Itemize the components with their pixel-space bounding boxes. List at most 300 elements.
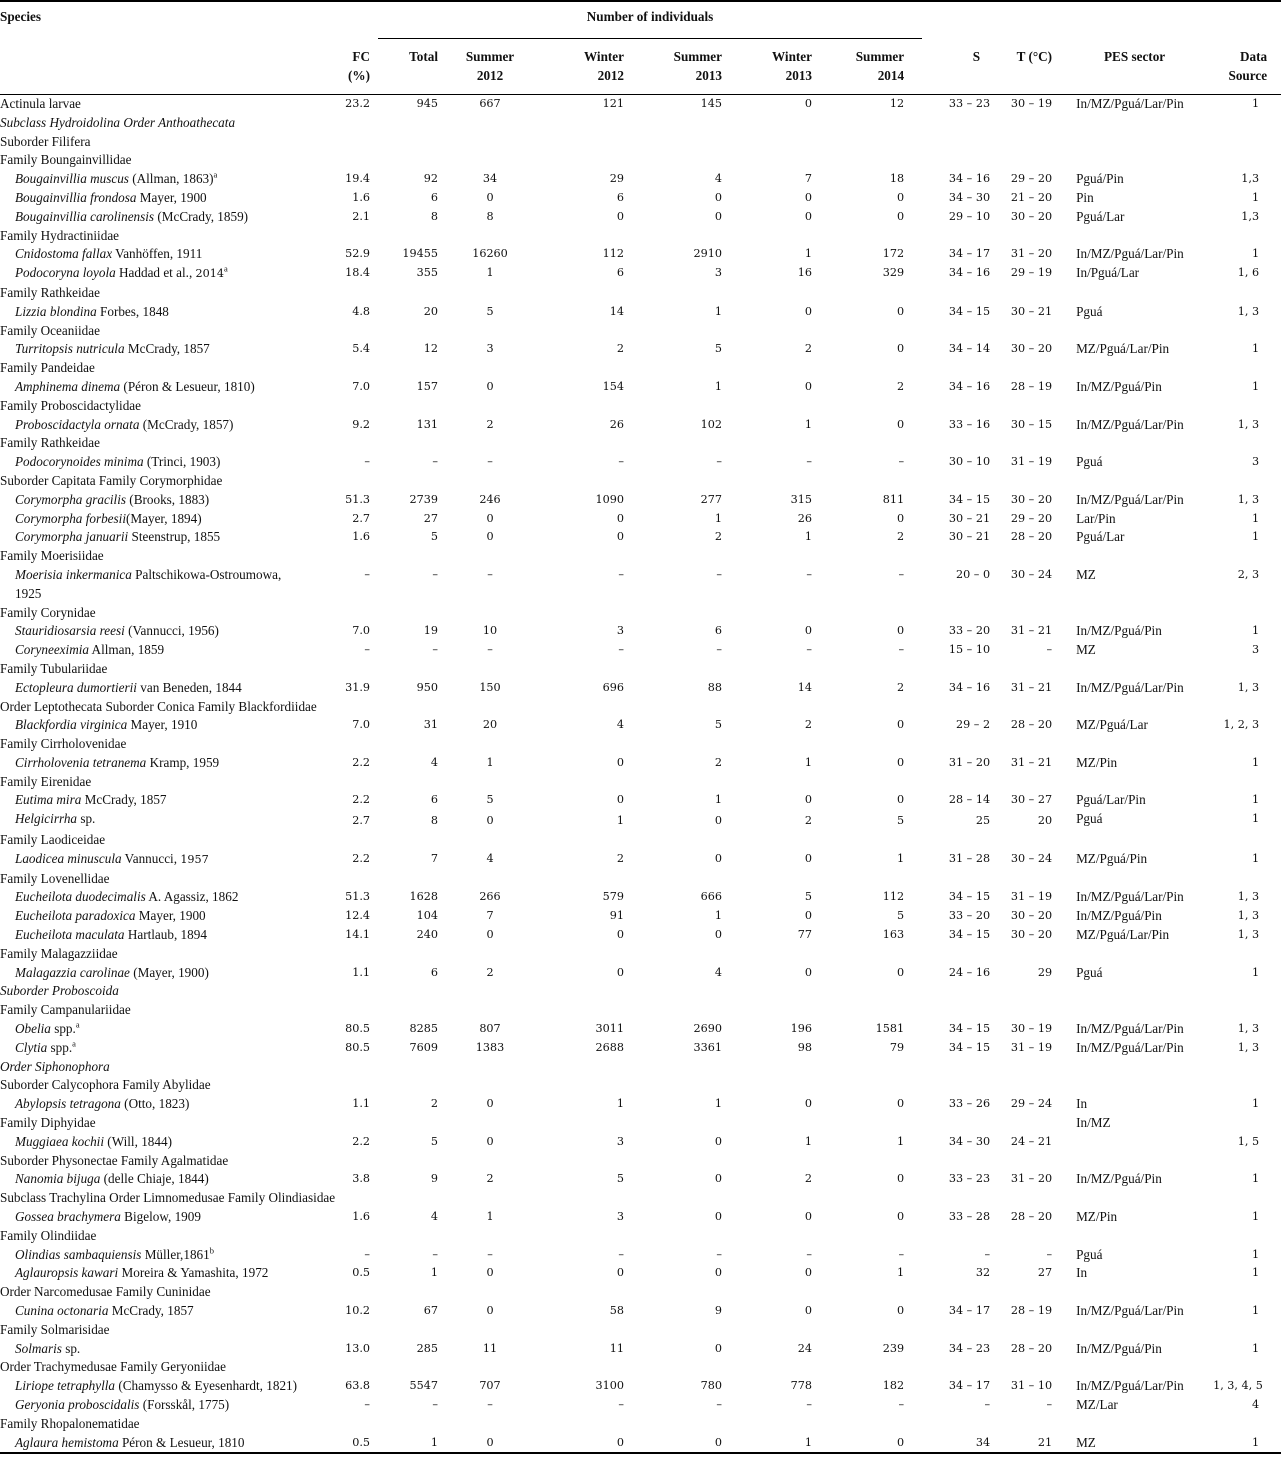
fc-cell: 63.8 bbox=[345, 1379, 370, 1393]
species-authority: A. Agassiz, 1862 bbox=[145, 889, 239, 905]
species-name-cell bbox=[0, 1340, 330, 1359]
species-name-cell bbox=[0, 378, 330, 397]
s12-cell: 20 bbox=[482, 718, 498, 732]
taxon-group-row bbox=[0, 133, 1281, 152]
fc-cell: 14.1 bbox=[345, 928, 370, 942]
s12-cell: – bbox=[487, 455, 493, 469]
t-cell: 29 – 20 bbox=[1010, 511, 1053, 525]
species-binomial: Bougainvillia frondosa bbox=[15, 189, 137, 205]
data-source-cell: 1 bbox=[1251, 1341, 1260, 1355]
s12-cell: 11 bbox=[482, 1341, 498, 1355]
w12-cell: – bbox=[618, 455, 624, 469]
data-source-cell: 1 bbox=[1251, 1097, 1260, 1111]
species-row bbox=[0, 416, 1281, 435]
w12-cell: 3 bbox=[616, 1210, 624, 1224]
w13-cell: – bbox=[806, 1247, 812, 1261]
species-name-cell bbox=[0, 566, 330, 604]
species-binomial: Cirrholovenia tetranema bbox=[15, 754, 147, 770]
species-authority: Paltschikowa-Ostroumowa, bbox=[131, 566, 282, 582]
species-binomial: Eutima mira bbox=[15, 792, 82, 808]
species-binomial: Eucheilota duodecimalis bbox=[15, 889, 146, 905]
s-cell: 30 – 21 bbox=[948, 511, 991, 525]
pes-sector-cell: Pguá bbox=[1076, 303, 1103, 319]
species-authority: Péron & Lesueur, 1810 bbox=[118, 1434, 245, 1450]
w12-cell: 6 bbox=[616, 190, 624, 204]
w12-cell: 696 bbox=[602, 680, 624, 694]
taxon-group-row bbox=[0, 831, 1281, 850]
s-cell: 31 – 28 bbox=[948, 851, 991, 865]
taxon-group-row bbox=[0, 1321, 1281, 1340]
s-cell: 34 – 16 bbox=[948, 172, 991, 186]
species-authority: spp. bbox=[47, 1039, 73, 1055]
s14-cell: 18 bbox=[889, 172, 905, 186]
s13-cell: 0 bbox=[634, 1434, 730, 1454]
w13-cell: 1 bbox=[804, 247, 812, 261]
pes-sector-cell: MZ/Lar bbox=[1076, 1396, 1118, 1412]
species-binomial: Lizzia blondina bbox=[15, 303, 97, 319]
data-source-cell: 1 bbox=[1251, 812, 1260, 826]
species-row bbox=[0, 245, 1281, 264]
total-cell: – bbox=[432, 643, 438, 657]
s13-cell: 1 bbox=[714, 793, 722, 807]
species-header: Species bbox=[0, 1, 330, 39]
s-cell: 34 – 14 bbox=[948, 342, 991, 356]
species-name-cell bbox=[0, 264, 330, 284]
species-row bbox=[0, 679, 1281, 698]
w13-cell: – bbox=[806, 643, 812, 657]
species-row bbox=[0, 491, 1281, 510]
species-binomial: Nanomia bijuga bbox=[15, 1171, 101, 1187]
s-cell: 34 bbox=[922, 1434, 994, 1454]
taxon-group-row bbox=[0, 472, 1281, 491]
s14-cell: 2 bbox=[896, 680, 905, 694]
data-source-cell: 1 bbox=[1251, 793, 1260, 807]
w12-cell: – bbox=[618, 567, 624, 581]
t-cell: 30 – 19 bbox=[1010, 1022, 1053, 1036]
summer-2012-header: Summer 2012 bbox=[442, 39, 538, 95]
s-cell: 30 – 21 bbox=[948, 530, 991, 544]
total-cell: 1 bbox=[430, 1266, 438, 1280]
species-name-cell bbox=[0, 791, 330, 810]
species-row bbox=[0, 1264, 1281, 1283]
fc-cell: – bbox=[364, 1247, 370, 1261]
species-binomial: Solmaris bbox=[15, 1340, 62, 1356]
w12-cell: 4 bbox=[616, 718, 624, 732]
s12-cell: 246 bbox=[479, 492, 501, 506]
species-binomial: Eucheilota maculata bbox=[15, 927, 125, 943]
s14-cell: 0 bbox=[896, 965, 905, 979]
species-authority: Mayer, 1910 bbox=[127, 717, 198, 733]
w12-cell: 0 bbox=[616, 965, 624, 979]
w13-cell: – bbox=[806, 455, 812, 469]
s-cell: 34 – 15 bbox=[948, 1040, 991, 1054]
taxon-group-label: Family Laodiceidae bbox=[0, 832, 106, 848]
t-cell: 30 – 20 bbox=[1010, 928, 1053, 942]
s-cell: 15 – 10 bbox=[948, 643, 991, 657]
data-source-cell: 1 bbox=[1251, 1247, 1260, 1261]
s14-cell: 0 bbox=[896, 1097, 905, 1111]
s13-cell: 1 bbox=[714, 511, 722, 525]
species-binomial: Clytia bbox=[15, 1039, 48, 1055]
total-cell: 285 bbox=[416, 1341, 438, 1355]
species-row bbox=[0, 1020, 1281, 1039]
species-name-cell bbox=[0, 1377, 330, 1396]
taxon-group-label: Suborder Filifera bbox=[0, 133, 91, 149]
w12-cell: 6 bbox=[616, 266, 624, 280]
pes-sector-cell: In/MZ/Pguá/Pin bbox=[1076, 1171, 1162, 1187]
species-binomial: Corymorpha januarii bbox=[15, 529, 129, 545]
s12-cell: 0 bbox=[442, 1434, 538, 1454]
species-binomial: Aglaura hemistoma bbox=[15, 1434, 119, 1450]
s14-cell: 2 bbox=[896, 379, 905, 393]
s12-cell: 0 bbox=[486, 928, 494, 942]
pes-sector-cell: Pguá/Lar bbox=[1076, 529, 1125, 545]
s14-cell: 0 bbox=[896, 190, 905, 204]
salinity-header: S bbox=[922, 39, 994, 95]
s14-cell: 172 bbox=[882, 247, 905, 261]
total-header: Total bbox=[378, 39, 442, 95]
fc-cell: 12.4 bbox=[345, 909, 370, 923]
t-cell: 28 – 19 bbox=[1010, 1304, 1053, 1317]
fc-cell: – bbox=[364, 567, 370, 581]
data-source-cell: 1 bbox=[1251, 190, 1260, 204]
species-row bbox=[0, 1302, 1281, 1321]
w12-cell: – bbox=[618, 643, 624, 657]
s13-cell: – bbox=[716, 643, 722, 657]
s13-cell: 2 bbox=[714, 755, 722, 769]
fc-cell: 9.2 bbox=[352, 417, 370, 431]
species-binomial: Ectopleura dumortierii bbox=[15, 679, 137, 695]
t-cell: 30 – 19 bbox=[1010, 97, 1053, 110]
total-cell: – bbox=[432, 455, 438, 469]
pes-sector-cell: MZ/Pguá/Lar bbox=[1076, 717, 1148, 733]
taxon-group-label: Family Rathkeidae bbox=[0, 284, 100, 300]
t-cell: 30 – 20 bbox=[1010, 342, 1053, 356]
species-binomial: Eucheilota paradoxica bbox=[15, 908, 136, 924]
species-authority: (Chamysso & Eyesenhardt, 1821) bbox=[115, 1378, 298, 1394]
taxon-group-row bbox=[0, 227, 1281, 246]
species-binomial: Cnidostoma fallax bbox=[15, 246, 113, 262]
w12-cell: 2 bbox=[616, 851, 624, 865]
taxon-group-label: Order Siphonophora bbox=[0, 1058, 110, 1074]
species-binomial: Blackfordia virginica bbox=[15, 717, 128, 733]
total-cell: 7 bbox=[430, 851, 438, 865]
w13-cell: 26 bbox=[797, 511, 812, 525]
s14-cell: 0 bbox=[896, 755, 905, 769]
pes-sector-cell: MZ/Pguá/Pin bbox=[1076, 850, 1148, 866]
species-authority: Moreira & Yamashita, 1972 bbox=[118, 1265, 269, 1281]
fc-cell: 3.8 bbox=[352, 1172, 370, 1186]
species-row bbox=[0, 850, 1281, 870]
data-source-cell: 1 bbox=[1251, 97, 1260, 110]
s13-cell: 0 bbox=[714, 851, 722, 865]
t-cell: 21 bbox=[994, 1434, 1056, 1454]
s-cell: 33 – 23 bbox=[948, 1172, 991, 1186]
pes-sector-cell bbox=[1056, 1133, 1213, 1152]
taxon-group-label: Family Lovenellidae bbox=[0, 870, 110, 886]
pes-sector-cell: In/MZ/Pguá/Lar/Pin bbox=[1076, 889, 1184, 905]
s-cell: 33 – 20 bbox=[948, 624, 991, 638]
s-cell: 34 – 15 bbox=[948, 928, 991, 942]
species-authority: (Otto, 1823) bbox=[120, 1096, 190, 1112]
t-cell: 31 – 21 bbox=[1010, 755, 1053, 769]
authority-year: 2014 bbox=[195, 267, 225, 281]
species-binomial: Proboscidactyla ornata bbox=[15, 416, 140, 432]
s-cell: 34 – 17 bbox=[948, 247, 991, 261]
species-row bbox=[0, 303, 1281, 322]
w13-cell: 24 bbox=[797, 1341, 812, 1355]
species-name-cell bbox=[0, 340, 330, 359]
total-cell: 19455 bbox=[402, 247, 438, 261]
s13-cell: 1 bbox=[714, 304, 722, 318]
pes-sector-cell: In/MZ/Pguá/Pin bbox=[1076, 378, 1162, 394]
total-cell: 31 bbox=[423, 718, 438, 732]
s12-cell: 16260 bbox=[472, 247, 508, 261]
taxon-group-label: Family Rathkeidae bbox=[0, 435, 100, 451]
total-cell: 67 bbox=[423, 1304, 438, 1317]
data-source-cell: 1 bbox=[1251, 624, 1260, 638]
s-cell: 34 – 15 bbox=[948, 304, 991, 318]
t-cell: – bbox=[1046, 643, 1053, 657]
pes-sector-cell: MZ/Pin bbox=[1076, 754, 1118, 770]
s-cell: 33 – 20 bbox=[948, 909, 991, 923]
total-cell: 1 bbox=[378, 1434, 442, 1454]
total-cell: 5547 bbox=[409, 1379, 438, 1393]
species-binomial: Muggiaea kochii bbox=[15, 1133, 104, 1149]
total-cell: 5 bbox=[430, 1134, 438, 1148]
s13-cell: 5 bbox=[714, 342, 722, 356]
data-source-cell: 3 bbox=[1251, 643, 1260, 657]
s13-cell: 2690 bbox=[693, 1022, 722, 1036]
species-binomial: Stauridiosarsia reesi bbox=[15, 623, 125, 639]
s-cell: 28 – 14 bbox=[948, 793, 991, 807]
data-source-cell: 1 bbox=[1251, 530, 1260, 544]
w13-cell: 1 bbox=[804, 417, 812, 431]
species-name-cell bbox=[0, 245, 330, 264]
taxon-group-row bbox=[0, 1415, 1281, 1434]
s14-cell: 0 bbox=[896, 718, 905, 732]
species-row bbox=[0, 264, 1281, 284]
taxon-group-row bbox=[0, 870, 1281, 889]
t-cell: 31 – 20 bbox=[1010, 1172, 1053, 1186]
t-cell: 29 – 19 bbox=[1010, 266, 1053, 280]
total-cell: 945 bbox=[416, 97, 438, 110]
species-name-cell bbox=[0, 1170, 330, 1189]
w13-cell: 2 bbox=[804, 342, 812, 356]
species-row bbox=[0, 964, 1281, 983]
total-cell: 950 bbox=[416, 680, 438, 694]
species-row bbox=[0, 95, 1281, 114]
pes-sector-cell: Pguá bbox=[1076, 811, 1103, 827]
s13-cell: 0 bbox=[714, 1172, 722, 1186]
taxon-group-label: Family Hydractiniidae bbox=[0, 227, 120, 243]
s13-cell: 0 bbox=[714, 928, 722, 942]
species-row bbox=[0, 1340, 1281, 1359]
w12-cell: 0 bbox=[616, 530, 624, 544]
species-name-cell bbox=[0, 189, 330, 208]
taxon-group-label: Family Solmarisidae bbox=[0, 1321, 110, 1337]
w12-cell: 2688 bbox=[595, 1040, 624, 1054]
species-name-cell bbox=[0, 1095, 330, 1114]
species-binomial: Gossea brachymera bbox=[15, 1209, 121, 1225]
fc-cell: 31.9 bbox=[345, 680, 370, 694]
w12-cell: 11 bbox=[609, 1341, 624, 1355]
fc-cell: 0.5 bbox=[352, 1266, 370, 1280]
total-cell: 6 bbox=[430, 190, 438, 204]
taxon-group-label: Subclass Hydroidolina Order Anthoathecata bbox=[0, 114, 236, 130]
fc-cell: 18.4 bbox=[345, 266, 370, 280]
species-authority-continued: 1925 bbox=[15, 585, 42, 601]
taxon-group-row bbox=[0, 359, 1281, 378]
taxon-group-row bbox=[0, 1152, 1281, 1171]
w12-cell: 154 bbox=[602, 379, 624, 393]
species-row bbox=[0, 641, 1281, 660]
species-authority: sp. bbox=[77, 811, 96, 827]
w12-cell: 3011 bbox=[595, 1022, 624, 1036]
w13-cell: 7 bbox=[804, 172, 812, 186]
total-cell: 4 bbox=[430, 755, 438, 769]
species-row bbox=[0, 810, 1281, 831]
data-source-cell: 1, 5 bbox=[1237, 1134, 1260, 1148]
t-cell: 28 – 20 bbox=[1010, 1341, 1053, 1355]
w13-cell: 0 bbox=[804, 793, 812, 807]
species-authority: Vanhöffen, 1911 bbox=[112, 246, 203, 262]
w12-cell: 0 bbox=[538, 1434, 634, 1454]
s12-cell: – bbox=[487, 1397, 493, 1411]
data-source-cell: 1 bbox=[1251, 379, 1260, 393]
data-source-cell: 1 bbox=[1213, 1434, 1281, 1454]
pes-sector-cell: Pguá bbox=[1076, 964, 1103, 980]
t-cell: 30 – 20 bbox=[1010, 209, 1053, 223]
s14-cell: 239 bbox=[882, 1341, 905, 1355]
fc-cell: 2.2 bbox=[352, 851, 370, 865]
species-name-cell bbox=[0, 1434, 330, 1454]
pes-sector-cell: MZ/Pguá/Lar/Pin bbox=[1076, 927, 1170, 943]
data-source-cell: 1, 3 bbox=[1237, 304, 1260, 318]
species-binomial: Podocorynoides minima bbox=[15, 454, 144, 470]
total-cell: 7609 bbox=[409, 1040, 438, 1054]
s14-cell: 811 bbox=[882, 492, 905, 506]
taxon-group-row bbox=[0, 1001, 1281, 1020]
taxon-group-label: Family Diphyidae bbox=[0, 1115, 96, 1131]
species-authority: (Will, 1844) bbox=[104, 1133, 172, 1149]
taxon-group-row bbox=[0, 151, 1281, 170]
s-cell: 32 bbox=[975, 1266, 991, 1280]
species-name-cell bbox=[0, 754, 330, 773]
data-source-cell: 1, 3 bbox=[1237, 1022, 1260, 1036]
w12-cell: 3 bbox=[616, 624, 624, 638]
data-source-cell: 1, 2, 3 bbox=[1223, 718, 1260, 732]
species-row bbox=[0, 170, 1281, 189]
species-binomial: Liriope tetraphylla bbox=[15, 1378, 116, 1394]
w12-cell: 579 bbox=[602, 890, 624, 904]
w12-cell: 29 bbox=[609, 172, 624, 186]
pes-sector-cell: In/MZ/Pguá/Lar/Pin bbox=[1076, 1378, 1184, 1394]
pes-sector-cell: In/MZ/Pguá/Pin bbox=[1076, 908, 1162, 924]
total-cell: 240 bbox=[416, 928, 438, 942]
s13-cell: 2910 bbox=[693, 247, 722, 261]
t-cell: – bbox=[1046, 1397, 1053, 1411]
w13-cell: 2 bbox=[804, 718, 812, 732]
s13-cell: 666 bbox=[700, 890, 722, 904]
taxon-group-label: Order Leptothecata Suborder Conica Family Blackfordiidae bbox=[0, 698, 317, 714]
pes-sector-cell: MZ bbox=[1056, 1434, 1213, 1454]
taxon-group-row bbox=[0, 773, 1281, 792]
w12-cell: 0 bbox=[616, 511, 624, 525]
w12-cell: 0 bbox=[616, 209, 624, 223]
species-row bbox=[0, 189, 1281, 208]
fc-cell: 1.6 bbox=[352, 530, 370, 544]
taxon-group-label: Suborder Capitata Family Corymorphidae bbox=[0, 472, 223, 488]
s13-cell: – bbox=[716, 455, 722, 469]
t-cell: 28 – 20 bbox=[1010, 718, 1053, 732]
pes-sector-cell: In/MZ bbox=[1076, 1115, 1111, 1131]
s13-cell: 9 bbox=[714, 1304, 722, 1317]
species-authority: Mayer, 1900 bbox=[136, 189, 207, 205]
w13-cell: 2 bbox=[804, 814, 812, 828]
species-authority: Kramp, 1959 bbox=[146, 754, 220, 770]
t-cell: 21 – 20 bbox=[1010, 190, 1053, 204]
s13-cell: 3361 bbox=[693, 1040, 722, 1054]
s-cell: 30 – 10 bbox=[948, 455, 991, 469]
species-authority: Müller,1861 bbox=[141, 1246, 210, 1262]
data-source-cell: 1 bbox=[1251, 342, 1260, 356]
w13-cell: 0 bbox=[804, 965, 812, 979]
fc-cell: 1.6 bbox=[352, 1210, 370, 1224]
taxon-group-label: Order Trachymedusae Family Geryoniidae bbox=[0, 1359, 226, 1375]
s12-cell: 34 bbox=[482, 172, 498, 186]
species-name-cell bbox=[0, 170, 330, 189]
winter-2012-header: Winter 2012 bbox=[538, 39, 634, 95]
s13-cell: 0 bbox=[714, 1210, 722, 1224]
s14-cell: – bbox=[898, 1397, 905, 1411]
s13-cell: – bbox=[716, 1397, 722, 1411]
species-row bbox=[0, 1246, 1281, 1265]
species-name-cell bbox=[0, 1246, 330, 1265]
species-row bbox=[0, 528, 1281, 547]
s14-cell: 0 bbox=[896, 1172, 905, 1186]
taxon-group-label: Family Cirrholovenidae bbox=[0, 736, 127, 752]
pes-sector-header: PES sector bbox=[1056, 39, 1213, 95]
species-authority: sp. bbox=[61, 1340, 81, 1356]
w13-cell: 196 bbox=[790, 1022, 812, 1036]
taxon-group-row bbox=[0, 1189, 1281, 1208]
fc-cell: 2.7 bbox=[352, 511, 370, 525]
species-name-cell bbox=[0, 1133, 330, 1152]
taxon-group-label: Family Tubulariidae bbox=[0, 660, 108, 676]
taxon-group-label: Family Olindiidae bbox=[0, 1227, 97, 1243]
s13-cell: 88 bbox=[707, 680, 722, 694]
species-binomial: Bougainvillia carolinensis bbox=[15, 208, 155, 224]
s14-cell: 1 bbox=[896, 851, 905, 865]
w12-cell: 1090 bbox=[595, 492, 624, 506]
species-name-cell bbox=[0, 453, 330, 472]
w13-cell: 778 bbox=[790, 1379, 812, 1393]
taxon-group-label: Family Malagazziidae bbox=[0, 945, 118, 961]
species-authority: Forbes, 1848 bbox=[96, 303, 169, 319]
s14-cell: 0 bbox=[896, 624, 905, 638]
taxon-group-label: Family Proboscidactylidae bbox=[0, 397, 142, 413]
pes-sector-cell: In/MZ/Pguá/Pin bbox=[1076, 623, 1162, 639]
fc-cell: 7.0 bbox=[352, 718, 370, 732]
species-row bbox=[0, 754, 1281, 773]
s14-cell: 0 bbox=[896, 342, 905, 356]
s-cell: 29 – 10 bbox=[948, 209, 991, 223]
fc-cell: 10.2 bbox=[345, 1304, 370, 1317]
pes-sector-cell: Pguá/Pin bbox=[1076, 171, 1124, 187]
taxon-group-label: Suborder Proboscoida bbox=[0, 983, 119, 999]
s14-cell: 1 bbox=[896, 1134, 905, 1148]
